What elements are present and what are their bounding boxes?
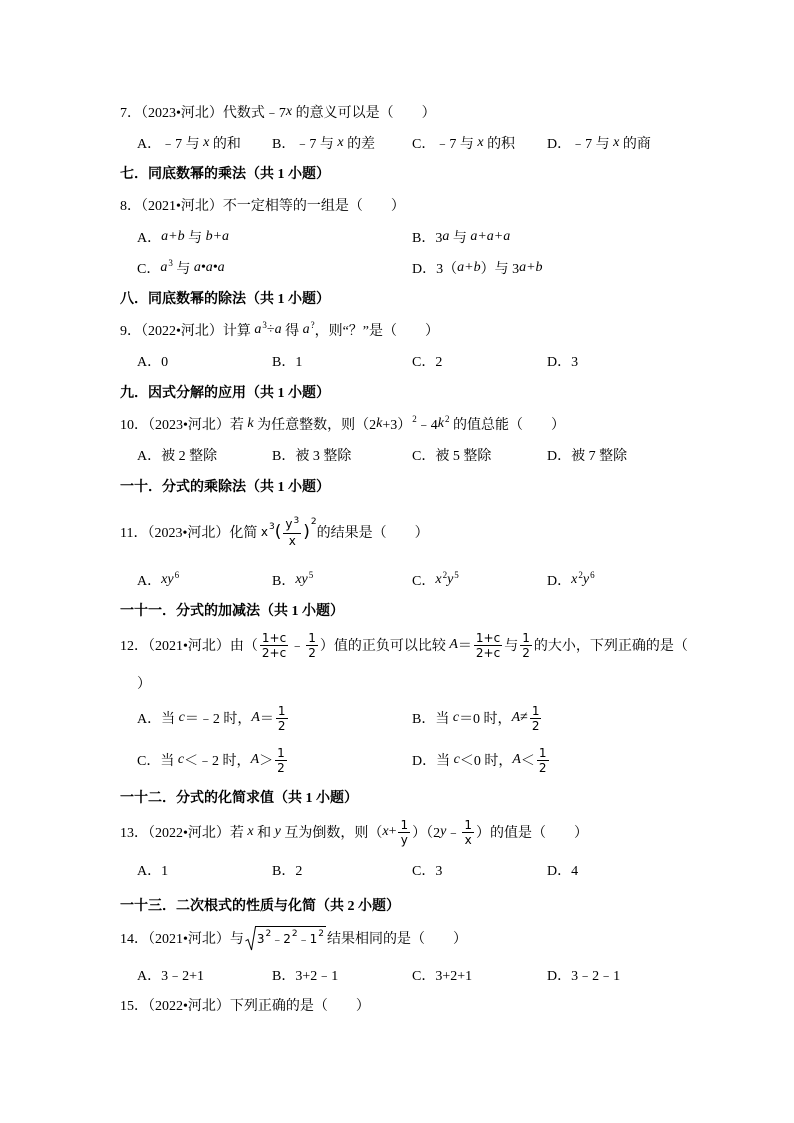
option-text: B．3	[412, 231, 443, 246]
exponent: 3	[168, 258, 173, 268]
option-text: D．当	[412, 754, 454, 769]
option-c	[412, 965, 472, 985]
section-heading-7	[120, 163, 330, 183]
option-text: B．1	[272, 355, 303, 370]
math-variable: x	[203, 135, 210, 150]
math-variable: a	[302, 322, 310, 337]
question-15	[120, 995, 370, 1015]
math-variable: y	[447, 572, 454, 587]
option-d	[547, 445, 627, 465]
option-text: C．	[137, 262, 161, 277]
radical-sign-icon	[245, 926, 256, 951]
math-number: 3	[256, 931, 265, 946]
option-text: 的积	[483, 137, 516, 152]
math-operator: ＞	[259, 754, 274, 769]
math-variable: x	[435, 572, 442, 587]
option-text: B．3+2﹣1	[272, 969, 339, 984]
option-a	[137, 227, 229, 247]
math-expression: a+b	[519, 260, 543, 275]
math-expression: a+b	[161, 229, 185, 244]
option-d	[547, 351, 578, 371]
fraction-numerator: 1	[531, 703, 540, 718]
exponent: 3	[269, 522, 275, 532]
math-variable: A	[449, 637, 458, 652]
option-text: A．0	[137, 355, 169, 370]
math-expression: xy	[161, 572, 174, 587]
option-text: ）与 3	[480, 262, 520, 277]
fraction-denominator: 2+c	[475, 645, 501, 660]
fraction	[537, 746, 549, 775]
fraction	[276, 704, 288, 733]
option-a	[137, 860, 168, 880]
math-variable: x	[247, 824, 254, 839]
option-text: 的和	[209, 137, 241, 152]
math-number: ﹣2	[271, 932, 291, 946]
question-11	[120, 512, 429, 552]
math-expression: a+a+a	[470, 229, 511, 244]
option-text: A．当	[137, 712, 179, 727]
fraction-denominator: 2	[531, 718, 540, 733]
option-text: D．3（	[412, 262, 458, 277]
fraction-denominator: x	[464, 832, 472, 847]
math-variable: y	[274, 824, 281, 839]
question-stem-text: 的大小，下列正确的是（	[533, 639, 688, 654]
option-b	[412, 700, 543, 736]
question-13	[120, 814, 588, 850]
section-heading-text: 一十一．分式的加减法（共 1 小题）	[120, 604, 344, 619]
option-text: A．﹣7 与	[137, 137, 204, 152]
fraction-denominator: 2	[538, 760, 547, 775]
option-c	[412, 351, 442, 371]
math-expression: a•a•a	[193, 260, 225, 275]
option-c	[137, 742, 289, 778]
math-variable: x	[613, 135, 620, 150]
math-variable: k	[376, 416, 383, 431]
option-text: C．2	[412, 355, 443, 370]
question-stem-text: 的结果是（ ）	[316, 526, 429, 541]
option-text: C．	[412, 574, 436, 589]
fraction-numerator: 1	[464, 817, 472, 832]
exponent: 2	[412, 414, 417, 424]
exponent: 2	[310, 517, 317, 527]
option-text: D．3﹣2﹣1	[547, 969, 621, 984]
option-c	[412, 860, 442, 880]
math-variable: A	[250, 752, 260, 767]
question-11-options	[0, 570, 794, 590]
question-stem-text: 的意义可以是（ ）	[292, 106, 436, 121]
math-variable: A	[511, 710, 521, 725]
fraction-numerator: 1	[522, 630, 530, 645]
option-a	[137, 965, 204, 985]
fraction	[474, 631, 502, 660]
question-14-options	[0, 965, 794, 985]
fraction	[275, 746, 287, 775]
section-heading-12	[120, 787, 358, 807]
question-stem-text: 15．（2022•河北）下列正确的是（ ）	[120, 999, 370, 1014]
section-heading-text: 一十．分式的乘除法（共 1 小题）	[120, 480, 330, 495]
question-10	[120, 414, 565, 434]
math-variable: a	[254, 322, 262, 337]
option-text: C．﹣7 与	[412, 137, 478, 152]
question-stem-text: 的值总能（ ）	[449, 418, 565, 433]
question-stem-text: 14．（2021•河北）与	[120, 932, 244, 947]
math-variable: y	[440, 824, 447, 839]
section-heading-8	[120, 288, 330, 308]
option-b	[272, 351, 302, 371]
section-heading-10	[120, 476, 330, 496]
option-text: 与	[184, 231, 206, 246]
option-a	[137, 570, 179, 590]
fraction-numerator: 1	[538, 745, 547, 760]
question-stem-text: 7．（2023•河北）代数式﹣7	[120, 106, 286, 121]
question-stem-text: 得	[281, 324, 303, 339]
option-text: 与	[449, 231, 471, 246]
exponent: 2	[265, 928, 272, 939]
math-variable: a	[442, 229, 450, 244]
exponent: 2	[444, 414, 450, 424]
fraction-denominator: 2	[277, 760, 285, 775]
question-8-options-row-2	[0, 258, 794, 278]
fraction-denominator: 2	[277, 718, 286, 733]
option-d	[547, 133, 651, 153]
option-b	[272, 860, 302, 880]
exponent: 2	[291, 928, 298, 939]
question-stem-text: 11．（2023•河北）化简	[120, 526, 261, 541]
question-stem-text: ﹣4	[416, 418, 438, 433]
question-7	[120, 102, 436, 122]
option-text: B．﹣7 与	[272, 137, 338, 152]
option-text: B．当	[412, 712, 453, 727]
question-7-options	[0, 133, 794, 153]
math-variable: a	[160, 260, 168, 275]
math-variable: c	[177, 752, 185, 767]
option-d	[412, 742, 551, 778]
question-stem-text: 10．（2023•河北）若	[120, 418, 248, 433]
option-b	[272, 445, 351, 465]
fraction	[306, 631, 318, 660]
fraction-numerator: 1	[277, 703, 286, 718]
option-d	[547, 860, 578, 880]
math-operator: ≠	[520, 710, 528, 725]
math-expression: b+a	[205, 229, 230, 244]
math-variable: k	[247, 416, 254, 431]
question-stem-text: ）的值是（ ）	[475, 826, 588, 841]
math-operator: ÷	[266, 322, 275, 337]
fraction	[520, 631, 532, 660]
question-stem-text: 互为倒数，则（	[280, 826, 383, 841]
option-c	[412, 570, 459, 590]
option-text: 与	[172, 262, 194, 277]
math-expression: xy	[295, 572, 308, 587]
square-root	[245, 926, 326, 951]
math-operator: ＜	[520, 754, 535, 769]
question-12-options-row-2	[0, 742, 794, 778]
fraction	[462, 818, 474, 847]
exponent: 3	[293, 515, 300, 526]
question-12-options-row-1	[0, 700, 794, 736]
option-text: ＜﹣2 时，	[184, 754, 251, 769]
exponent: 6	[174, 570, 180, 580]
math-variable: x	[571, 572, 578, 587]
section-heading-text: 八．同底数幂的除法（共 1 小题）	[120, 292, 330, 307]
option-d	[547, 570, 595, 590]
question-9-options	[0, 351, 794, 371]
fraction-numerator: 1	[400, 817, 409, 832]
section-heading-9	[120, 382, 330, 402]
option-text: B．	[272, 574, 296, 589]
math-operator: ﹣	[446, 826, 461, 841]
section-heading-text: 七．同底数幂的乘法（共 1 小题）	[120, 167, 330, 182]
math-variable: A	[251, 710, 260, 725]
exponent: 3	[262, 320, 267, 330]
fraction-numerator: 1+c	[475, 630, 501, 645]
option-a	[137, 351, 168, 371]
question-8-options-row-1	[0, 227, 794, 247]
fraction-denominator: 2	[308, 645, 316, 660]
question-stem-text: 8．（2021•河北）不一定相等的一组是（ ）	[120, 199, 405, 214]
exponent: 6	[590, 570, 595, 580]
question-stem-text: ，则“？”是（ ）	[314, 324, 440, 339]
option-b	[272, 570, 313, 590]
option-d	[412, 258, 543, 278]
math-variable: a	[274, 322, 282, 337]
option-text: A．1	[137, 864, 169, 879]
fraction-numerator: 1	[308, 630, 316, 645]
math-expression: a+b	[457, 260, 481, 275]
math-variable: y	[285, 516, 293, 531]
question-stem-text: ）（2	[412, 826, 441, 841]
section-heading-text: 一十三．二次根式的性质与化简（共 2 小题）	[120, 899, 400, 914]
option-text: A．被 2 整除	[137, 449, 218, 464]
math-variable: A	[512, 752, 521, 767]
math-variable: k	[437, 416, 444, 431]
exponent: ?	[310, 320, 315, 330]
exponent: 2	[318, 928, 325, 939]
math-number: ﹣1	[297, 932, 318, 946]
exponent: 5	[454, 570, 459, 580]
math-variable: x	[260, 525, 268, 539]
fraction-numerator: 1+c	[261, 630, 287, 645]
question-stem-text: 9．（2022•河北）计算	[120, 324, 255, 339]
question-stem-text: ）值的正负可以比较	[319, 639, 450, 654]
option-text: A．3﹣2+1	[137, 969, 205, 984]
math-operator: ＝	[457, 639, 472, 654]
fraction	[260, 631, 288, 660]
radicand	[256, 926, 326, 951]
fraction-denominator: 2+c	[261, 645, 287, 660]
question-stem-text: 结果相同的是（ ）	[327, 932, 468, 947]
question-stem-text: 和	[253, 826, 275, 841]
fraction-denominator: x	[288, 533, 296, 548]
math-variable: c	[452, 710, 460, 725]
option-a	[137, 133, 241, 153]
question-8	[120, 195, 405, 215]
section-heading-13	[120, 895, 400, 915]
option-text: D．3	[547, 355, 579, 370]
math-operator: ﹣	[290, 639, 305, 654]
math-variable: x	[477, 135, 484, 150]
math-operator: +	[388, 824, 397, 839]
fraction-denominator: y	[400, 832, 408, 847]
option-b	[272, 133, 375, 153]
math-variable: c	[178, 710, 185, 725]
fraction-numerator	[283, 517, 301, 534]
question-9	[120, 320, 439, 340]
question-13-options	[0, 860, 794, 880]
question-10-options	[0, 445, 794, 465]
math-operator: ＝	[259, 712, 274, 727]
option-text: D．4	[547, 864, 579, 879]
question-stem-text: 13．（2022•河北）若	[120, 826, 248, 841]
option-text: C．3	[412, 864, 443, 879]
section-heading-text: 一十二．分式的化简求值（共 1 小题）	[120, 791, 358, 806]
option-b	[272, 965, 338, 985]
question-stem-text: ）	[137, 677, 151, 692]
option-text: ＝0 时，	[459, 712, 512, 727]
question-stem-text: 与	[504, 639, 519, 654]
question-stem-text: 12．（2021•河北）由（	[120, 639, 258, 654]
option-text: C．被 5 整除	[412, 449, 492, 464]
math-variable: y	[582, 572, 590, 587]
right-parenthesis: )	[303, 522, 310, 542]
fraction-denominator: 2	[522, 645, 530, 660]
option-text: ＜0 时，	[459, 754, 513, 769]
option-a	[137, 445, 217, 465]
math-variable: x	[337, 135, 344, 150]
question-stem-text: 为任意整数，则（2	[253, 418, 377, 433]
option-b	[412, 227, 510, 247]
question-12-continuation	[137, 673, 151, 693]
option-text: A．	[137, 574, 162, 589]
option-text: D．﹣7 与	[547, 137, 614, 152]
exponent: 2	[442, 570, 448, 580]
option-text: 的差	[343, 137, 376, 152]
question-14	[120, 923, 467, 953]
option-text: D．	[547, 574, 572, 589]
left-parenthesis: (	[274, 522, 282, 542]
fraction	[398, 818, 410, 847]
option-text: 的商	[619, 137, 651, 152]
question-12	[120, 627, 688, 663]
option-c	[412, 133, 515, 153]
option-c	[137, 258, 225, 278]
exponent: 5	[308, 570, 314, 580]
section-heading-text: 九．因式分解的应用（共 1 小题）	[120, 386, 330, 401]
option-a	[137, 700, 290, 736]
fraction	[530, 704, 542, 733]
option-text: A．	[137, 231, 162, 246]
option-text: C．3+2+1	[412, 969, 473, 984]
option-text: D．被 7 整除	[547, 449, 628, 464]
option-text: B．2	[272, 864, 303, 879]
option-text: B．被 3 整除	[272, 449, 352, 464]
fraction	[283, 517, 301, 548]
math-variable: x	[382, 824, 389, 839]
fraction-numerator: 1	[277, 745, 285, 760]
math-variable: x	[285, 104, 293, 119]
option-text: C．当	[137, 754, 178, 769]
section-heading-11	[120, 600, 344, 620]
option-text: ＝﹣2 时，	[184, 712, 252, 727]
option-c	[412, 445, 491, 465]
option-d	[547, 965, 620, 985]
exponent: 2	[578, 570, 583, 580]
question-stem-text: +3）	[382, 418, 412, 433]
math-variable: c	[453, 752, 460, 767]
